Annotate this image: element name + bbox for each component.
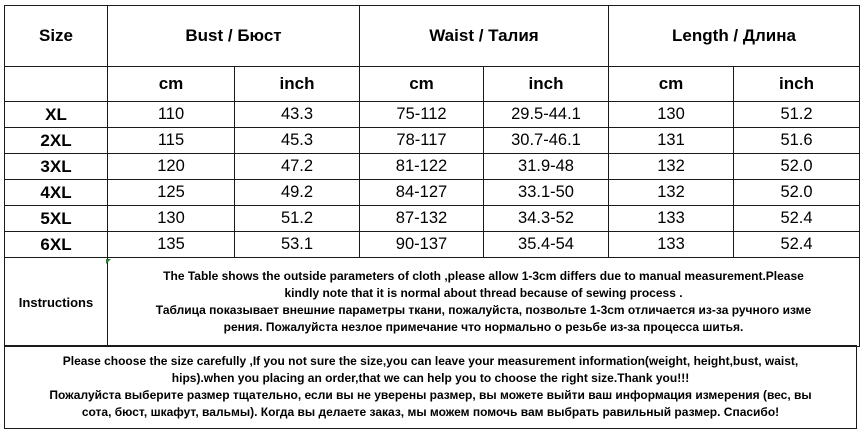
waist-inch-cell: 29.5-44.1 xyxy=(484,102,609,128)
length-inch-cell: 51.6 xyxy=(734,128,860,154)
waist-cm-cell: 78-117 xyxy=(360,128,484,154)
header-row xyxy=(5,6,860,67)
size-cell: 4XL xyxy=(5,180,108,206)
length-cm-cell: 131 xyxy=(609,128,734,154)
size-note xyxy=(4,345,857,429)
size-table xyxy=(4,5,860,347)
waist-cm-cell: 84-127 xyxy=(360,180,484,206)
bust-inch-cell: 47.2 xyxy=(235,154,360,180)
size-cell: 3XL xyxy=(5,154,108,180)
length-inch-cell: 51.2 xyxy=(734,102,860,128)
bust-inch-cell: 43.3 xyxy=(235,102,360,128)
bust-inch-cell: 53.1 xyxy=(235,232,360,258)
note-ru-line-2: сота, бюст, шкафут, вальмы). Когда вы делаете заказ, мы можем помочь вам выбрать равильный размер. Спасибо! xyxy=(81,405,780,419)
waist-cm-cell: 75-112 xyxy=(360,102,484,128)
length-inch-cell: 52.4 xyxy=(734,232,860,258)
size-cell: 5XL xyxy=(5,206,108,232)
length-inch-cell: 52.4 xyxy=(734,206,860,232)
corner-marker-icon xyxy=(106,259,111,264)
bust-cm-cell: 125 xyxy=(108,180,235,206)
table-row xyxy=(5,128,860,154)
instructions-ru-line-2: рения. Пожалуйста незлое примечание что нормально о резьбе из-за процесса шитья. xyxy=(223,320,744,334)
size-cell: 6XL xyxy=(5,232,108,258)
length-inch-cell: 52.0 xyxy=(734,180,860,206)
unit-waist-inch: inch xyxy=(484,67,609,102)
unit-bust-inch: inch xyxy=(235,67,360,102)
header-bust: Bust / Бюст xyxy=(108,6,360,67)
length-inch-cell: 52.0 xyxy=(734,154,860,180)
length-cm-cell: 133 xyxy=(609,232,734,258)
waist-cm-cell: 90-137 xyxy=(360,232,484,258)
unit-blank xyxy=(5,67,108,102)
note-en-line-1: Please choose the size carefully ,If you not sure the size,you can leave your measurement information(weight, height,bust, waist, xyxy=(62,354,799,368)
bust-inch-cell: 49.2 xyxy=(235,180,360,206)
unit-row xyxy=(5,67,860,102)
note-ru-line-1: Пожалуйста выберите размер тщательно, если вы не уверены размер, вы можете выйти ваш информация измерения (вес, вы xyxy=(49,388,812,402)
bust-inch-cell: 51.2 xyxy=(235,206,360,232)
waist-cm-cell: 81-122 xyxy=(360,154,484,180)
waist-inch-cell: 34.3-52 xyxy=(484,206,609,232)
header-length: Length / Длина xyxy=(609,6,860,67)
length-cm-cell: 132 xyxy=(609,154,734,180)
note-en-line-2: hips).when you placing an order,that we can help you to choose the right size.Thank you!!! xyxy=(171,371,690,385)
instructions-text xyxy=(108,258,860,347)
bust-cm-cell: 120 xyxy=(108,154,235,180)
length-cm-cell: 130 xyxy=(609,102,734,128)
unit-waist-cm: cm xyxy=(360,67,484,102)
waist-inch-cell: 30.7-46.1 xyxy=(484,128,609,154)
size-cell: 2XL xyxy=(5,128,108,154)
instructions-row xyxy=(5,258,860,347)
size-cell: XL xyxy=(5,102,108,128)
table-row xyxy=(5,232,860,258)
bust-cm-cell: 130 xyxy=(108,206,235,232)
bust-cm-cell: 110 xyxy=(108,102,235,128)
length-cm-cell: 133 xyxy=(609,206,734,232)
table-row xyxy=(5,180,860,206)
instructions-ru-line-1: Таблица показывает внешние параметры ткани, пожалуйста, позвольте 1-3cm отличается из-за ручного изме xyxy=(155,303,812,317)
bust-inch-cell: 45.3 xyxy=(235,128,360,154)
instructions-en-line-1: The Table shows the outside parameters of cloth ,please allow 1-3cm differs due to manual measurement.Please xyxy=(163,269,804,283)
header-size: Size xyxy=(5,6,108,67)
unit-length-cm: cm xyxy=(609,67,734,102)
unit-length-inch: inch xyxy=(734,67,860,102)
header-waist: Waist / Талия xyxy=(360,6,609,67)
waist-inch-cell: 33.1-50 xyxy=(484,180,609,206)
table-row xyxy=(5,154,860,180)
waist-cm-cell: 87-132 xyxy=(360,206,484,232)
table-row xyxy=(5,206,860,232)
length-cm-cell: 132 xyxy=(609,180,734,206)
unit-bust-cm: cm xyxy=(108,67,235,102)
waist-inch-cell: 31.9-48 xyxy=(484,154,609,180)
bust-cm-cell: 135 xyxy=(108,232,235,258)
instructions-en-line-2: kindly note that it is normal about thread because of sewing process . xyxy=(284,286,683,300)
table-row xyxy=(5,102,860,128)
bust-cm-cell: 115 xyxy=(108,128,235,154)
instructions-label: Instructions xyxy=(5,258,108,347)
waist-inch-cell: 35.4-54 xyxy=(484,232,609,258)
